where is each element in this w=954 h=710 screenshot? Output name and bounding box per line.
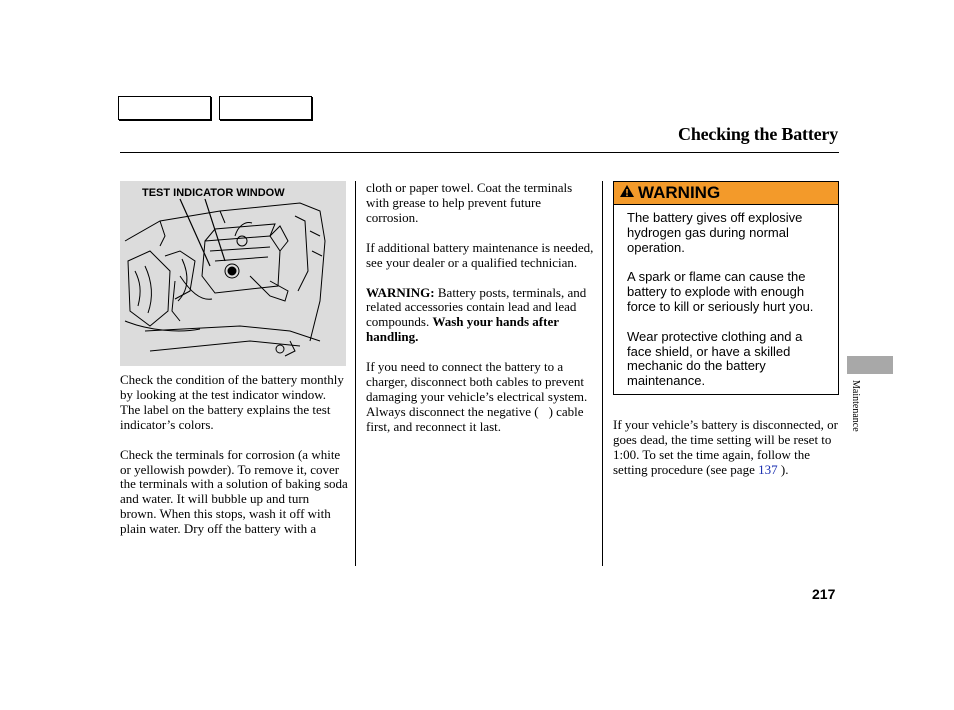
warning-title: WARNING bbox=[638, 183, 721, 202]
paragraph: If additional battery maintenance is needed, see your dealer or a qualified technician. bbox=[366, 239, 594, 270]
charger-text-a: If you need to connect the battery to a charger, disconnect both cables to prevent damaging your vehicle’s electrical system. Always disconnect the negative ( bbox=[366, 359, 588, 419]
warning-text: Battery posts, terminals, and related accessories contain lead and lead compounds. bbox=[366, 284, 587, 330]
warning-paragraph: The battery gives off explosive hydrogen gas during normal operation. bbox=[627, 210, 803, 255]
warning-label: WARNING: bbox=[366, 284, 435, 300]
figure-caption: TEST INDICATOR WINDOW bbox=[142, 187, 285, 199]
paragraph: Check the terminals for corrosion (a white or yellowish powder). To remove it, cover the terminals with a solution of baking soda and water. It will bubble up and turn brown. When this stops, wash it off with plain water. Dry off the battery with a bbox=[120, 446, 348, 537]
column-divider bbox=[602, 181, 603, 566]
clock-reset-text: If your vehicle’s battery is disconnected, or goes dead, the time setting will be reset to 1:00. To set the time again, follow the setting procedure (see page bbox=[613, 417, 838, 477]
page-number: 217 bbox=[812, 586, 836, 602]
column-divider bbox=[355, 181, 356, 566]
title-rule bbox=[120, 152, 839, 153]
section-tab[interactable] bbox=[847, 356, 893, 374]
paragraph: cloth or paper towel. Coat the terminals with grease to help prevent future corrosion. bbox=[366, 180, 573, 225]
column-3-text bbox=[613, 418, 839, 493]
page-title: Checking the Battery bbox=[678, 124, 838, 144]
nav-button-right[interactable] bbox=[219, 96, 312, 120]
lead-warning-paragraph bbox=[366, 286, 596, 346]
warning-box bbox=[613, 181, 839, 395]
warning-paragraph: A spark or flame can cause the battery to explode with enough force to kill or seriously hurt you. bbox=[627, 269, 814, 314]
paragraph bbox=[613, 418, 839, 478]
column-1-text bbox=[120, 373, 348, 552]
battery-drawing bbox=[120, 181, 346, 366]
warning-body bbox=[614, 205, 838, 389]
page-reference-link[interactable]: 137 bbox=[758, 461, 778, 477]
paragraph: Check the condition of the battery monthly by looking at the test indicator window. The label on the battery explains the test indicator’s colors. bbox=[120, 372, 344, 432]
column-2-text bbox=[366, 181, 596, 450]
nav-button-left[interactable] bbox=[118, 96, 211, 120]
warning-triangle-icon bbox=[619, 184, 635, 203]
clock-reset-text-end: ). bbox=[780, 461, 789, 477]
section-label: Maintenance bbox=[850, 380, 861, 432]
paragraph bbox=[366, 360, 596, 435]
warning-header bbox=[614, 182, 838, 205]
warning-paragraph: Wear protective clothing and a face shield, or have a skilled mechanic do the battery maintenance. bbox=[627, 328, 803, 389]
charger-text-b: ) cable first, and reconnect it last. bbox=[366, 403, 584, 434]
warning-bold-text: Wash your hands after handling. bbox=[366, 314, 559, 345]
battery-illustration bbox=[120, 181, 346, 366]
